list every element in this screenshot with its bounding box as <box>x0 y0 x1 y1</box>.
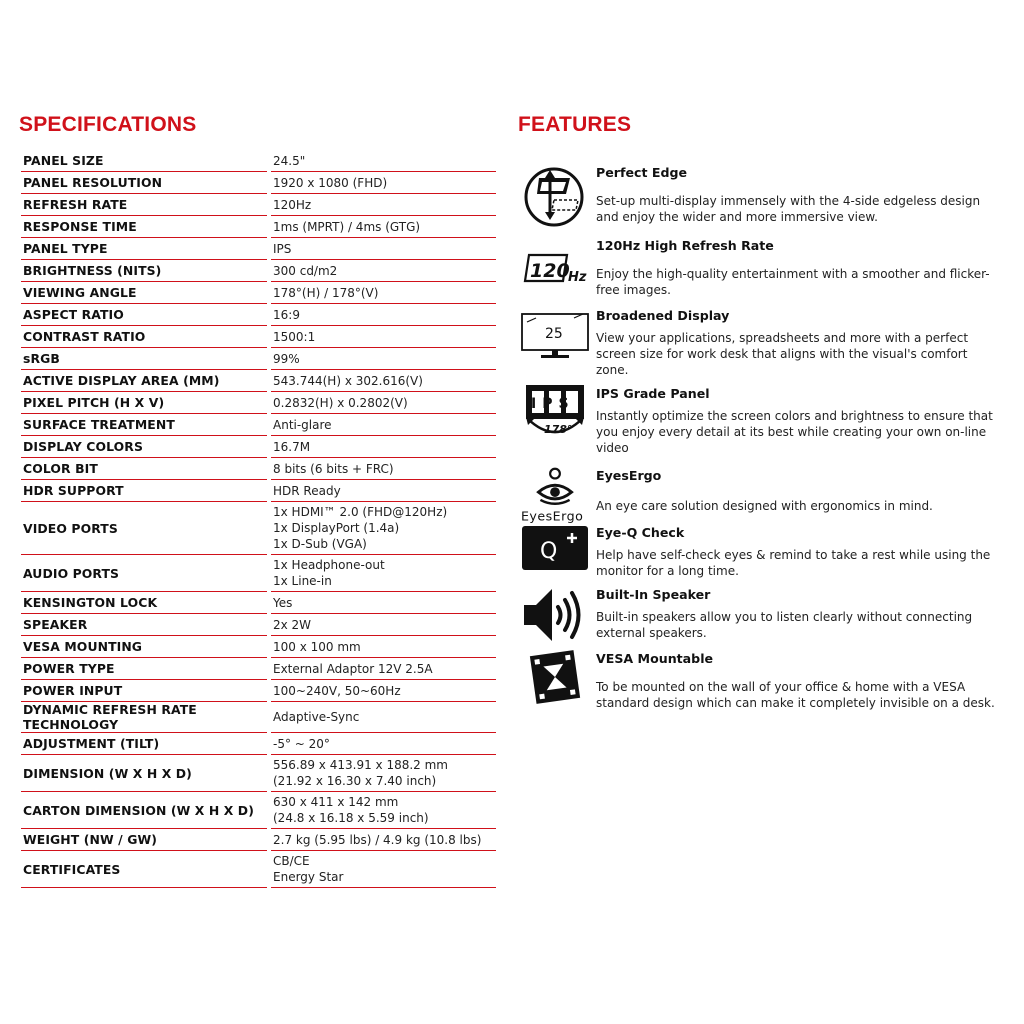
spec-label: CERTIFICATES <box>21 851 267 888</box>
spec-label: ASPECT RATIO <box>21 304 267 326</box>
monitor-size-icon-text: 25 <box>545 326 563 342</box>
spec-value <box>271 851 496 888</box>
feature-ips-panel <box>519 386 999 468</box>
spec-row <box>21 216 496 238</box>
spec-value <box>271 370 496 392</box>
refresh-rate-icon-text: 120 <box>530 260 570 282</box>
spec-row <box>21 658 496 680</box>
spec-label: ADJUSTMENT (TILT) <box>21 733 267 755</box>
spec-row <box>21 480 496 502</box>
spec-label: PANEL RESOLUTION <box>21 172 267 194</box>
spec-row <box>21 733 496 755</box>
feature-description: Help have self-check eyes & remind to take a rest while using the monitor for a long time. <box>596 548 991 578</box>
feature-title: Perfect Edge <box>596 165 688 180</box>
spec-value-line: 100~240V, 50~60Hz <box>273 683 401 698</box>
spec-label: SPEAKER <box>21 614 267 636</box>
refresh-rate-icon <box>519 240 591 300</box>
spec-value-line: 1x D-Sub (VGA) <box>273 537 367 551</box>
spec-row <box>21 592 496 614</box>
spec-row <box>21 260 496 282</box>
feature-title: Built-In Speaker <box>596 587 711 602</box>
spec-value <box>271 658 496 680</box>
spec-value <box>271 502 496 555</box>
specifications-heading: SPECIFICATIONS <box>19 113 197 136</box>
spec-row <box>21 172 496 194</box>
spec-value-line: Anti-glare <box>273 417 332 432</box>
spec-row <box>21 392 496 414</box>
vesa-mount-icon <box>519 647 591 707</box>
spec-label: HDR SUPPORT <box>21 480 267 502</box>
spec-row <box>21 436 496 458</box>
eye-q-icon-text: Q <box>540 539 558 564</box>
spec-label: PIXEL PITCH (H X V) <box>21 392 267 414</box>
spec-label: PANEL TYPE <box>21 238 267 260</box>
feature-description: To be mounted on the wall of your office & home with a VESA standard design which can make it completely invisible on a desk. <box>596 680 995 710</box>
features-heading: FEATURES <box>518 113 632 136</box>
spec-label: POWER TYPE <box>21 658 267 680</box>
spec-value <box>271 172 496 194</box>
feature-description: Instantly optimize the screen colors and brightness to ensure that you enjoy every detail at its best while creating your own on-line video <box>596 409 993 455</box>
spec-value <box>271 555 496 592</box>
spec-value <box>271 348 496 370</box>
feature-description: An eye care solution designed with ergonomics in mind. <box>596 499 933 513</box>
spec-value <box>271 326 496 348</box>
spec-label: POWER INPUT <box>21 680 267 702</box>
spec-label: BRIGHTNESS (NITS) <box>21 260 267 282</box>
spec-row <box>21 238 496 260</box>
spec-value-line: 100 x 100 mm <box>273 639 361 654</box>
spec-row <box>21 370 496 392</box>
spec-value <box>271 238 496 260</box>
spec-value-line: (21.92 x 16.30 x 7.40 inch) <box>273 774 437 788</box>
spec-row <box>21 792 496 829</box>
features-list <box>519 165 999 721</box>
feature-description: Set-up multi-display immensely with the 4-side edgeless design and enjoy the wider and more immersive view. <box>596 194 981 224</box>
spec-value-line: HDR Ready <box>273 483 341 498</box>
spec-value-line: 178°(H) / 178°(V) <box>273 285 379 300</box>
feature-description: Enjoy the high-quality entertainment with a smoother and flicker-free images. <box>596 267 990 297</box>
spec-label: DYNAMIC REFRESH RATE TECHNOLOGY <box>21 702 267 733</box>
spec-label: DIMENSION (W X H X D) <box>21 755 267 792</box>
spec-value-line: 1x DisplayPort (1.4a) <box>273 521 400 535</box>
feature-built-in-speaker <box>519 587 999 651</box>
monitor-size-icon <box>519 306 591 366</box>
spec-value <box>271 636 496 658</box>
feature-title: Eye-Q Check <box>596 525 685 540</box>
spec-value-line: Yes <box>273 595 293 610</box>
spec-value-line: 99% <box>273 351 300 366</box>
spec-row <box>21 194 496 216</box>
spec-value-line: (24.8 x 16.18 x 5.59 inch) <box>273 811 429 825</box>
perfect-edge-icon <box>519 167 591 227</box>
spec-value-line: 1x Headphone-out <box>273 558 385 572</box>
spec-row <box>21 304 496 326</box>
eye-q-check-icon <box>519 519 591 579</box>
spec-value <box>271 392 496 414</box>
spec-value-line: 630 x 411 x 142 mm <box>273 795 399 809</box>
spec-label: VIDEO PORTS <box>21 502 267 555</box>
spec-value <box>271 792 496 829</box>
spec-row <box>21 282 496 304</box>
spec-value-line: 2x 2W <box>273 617 312 632</box>
spec-value <box>271 260 496 282</box>
spec-value <box>271 755 496 792</box>
spec-value <box>271 614 496 636</box>
feature-eyesergo <box>519 468 999 525</box>
speaker-icon <box>519 585 591 645</box>
spec-row <box>21 348 496 370</box>
feature-description: View your applications, spreadsheets and more with a perfect screen size for work desk that aligns with the visual's comfort zone. <box>596 331 969 377</box>
spec-label: PANEL SIZE <box>21 150 267 172</box>
spec-label: SURFACE TREATMENT <box>21 414 267 436</box>
spec-label: ACTIVE DISPLAY AREA (MM) <box>21 370 267 392</box>
spec-value-line: 1ms (MPRT) / 4ms (GTG) <box>273 219 421 234</box>
spec-label: KENSINGTON LOCK <box>21 592 267 614</box>
spec-label: REFRESH RATE <box>21 194 267 216</box>
spec-value <box>271 150 496 172</box>
feature-title: Broadened Display <box>596 308 730 323</box>
spec-value-line: 16:9 <box>273 307 300 322</box>
spec-value <box>271 436 496 458</box>
spec-value <box>271 194 496 216</box>
spec-row <box>21 755 496 792</box>
spec-value-line: 0.2832(H) x 0.2802(V) <box>273 395 408 410</box>
spec-value-line: 1x Line-in <box>273 574 332 588</box>
spec-label: RESPONSE TIME <box>21 216 267 238</box>
spec-value-line: -5° ~ 20° <box>273 736 330 751</box>
spec-value-line: CB/CE <box>273 854 310 868</box>
spec-label: AUDIO PORTS <box>21 555 267 592</box>
spec-row <box>21 414 496 436</box>
spec-label: sRGB <box>21 348 267 370</box>
ips-panel-icon <box>519 384 591 444</box>
spec-value <box>271 680 496 702</box>
spec-value-line: IPS <box>273 241 292 256</box>
feature-refresh-rate <box>519 238 999 308</box>
spec-row <box>21 614 496 636</box>
refresh-rate-icon-unit: Hz <box>568 270 587 285</box>
spec-value-line: 1500:1 <box>273 329 316 344</box>
spec-value <box>271 304 496 326</box>
spec-value-line: Adaptive-Sync <box>273 710 360 724</box>
spec-label: WEIGHT (NW / GW) <box>21 829 267 851</box>
feature-perfect-edge <box>519 165 999 238</box>
feature-eye-q-check <box>519 525 999 587</box>
spec-value <box>271 733 496 755</box>
spec-label: VESA MOUNTING <box>21 636 267 658</box>
feature-title: 120Hz High Refresh Rate <box>596 238 774 253</box>
spec-value <box>271 282 496 304</box>
spec-value <box>271 829 496 851</box>
spec-label: VIEWING ANGLE <box>21 282 267 304</box>
spec-value <box>271 216 496 238</box>
spec-value-line: 556.89 x 413.91 x 188.2 mm <box>273 758 448 772</box>
spec-value <box>271 702 496 733</box>
feature-title: EyesErgo <box>596 468 662 483</box>
spec-value-line: 120Hz <box>273 197 312 212</box>
spec-row <box>21 829 496 851</box>
spec-value-line: 1920 x 1080 (FHD) <box>273 175 388 190</box>
spec-row <box>21 502 496 555</box>
eyesergo-icon <box>519 466 591 526</box>
ips-icon-angle: 178° <box>544 423 573 436</box>
ips-icon-text: IPS <box>531 396 575 412</box>
feature-title: VESA Mountable <box>596 651 714 666</box>
feature-title: IPS Grade Panel <box>596 386 710 401</box>
eyesergo-icon-text: EyesErgo <box>520 508 584 524</box>
spec-label: DISPLAY COLORS <box>21 436 267 458</box>
spec-value-line: 300 cd/m2 <box>273 263 338 278</box>
spec-value-line: 2.7 kg (5.95 lbs) / 4.9 kg (10.8 lbs) <box>273 832 482 847</box>
feature-vesa-mountable <box>519 651 999 721</box>
spec-row <box>21 702 496 733</box>
spec-value-line: 543.744(H) x 302.616(V) <box>273 373 423 388</box>
spec-value <box>271 414 496 436</box>
spec-row <box>21 636 496 658</box>
spec-row <box>21 458 496 480</box>
spec-value-line: Energy Star <box>273 870 344 884</box>
spec-value-line: 8 bits (6 bits + FRC) <box>273 461 394 476</box>
spec-row <box>21 150 496 172</box>
feature-broadened-display <box>519 308 999 386</box>
spec-value-line: 16.7M <box>273 439 311 454</box>
spec-value-line: 24.5" <box>273 153 306 168</box>
spec-row <box>21 851 496 888</box>
specifications-table <box>21 150 496 888</box>
spec-label: COLOR BIT <box>21 458 267 480</box>
spec-label: CONTRAST RATIO <box>21 326 267 348</box>
spec-value <box>271 592 496 614</box>
feature-description: Built-in speakers allow you to listen clearly without connecting external speakers. <box>596 610 973 640</box>
spec-row <box>21 326 496 348</box>
spec-value-line: External Adaptor 12V 2.5A <box>273 661 433 676</box>
spec-label: CARTON DIMENSION (W X H X D) <box>21 792 267 829</box>
spec-value <box>271 480 496 502</box>
spec-value-line: 1x HDMI™ 2.0 (FHD@120Hz) <box>273 505 448 519</box>
spec-value <box>271 458 496 480</box>
spec-row <box>21 680 496 702</box>
spec-row <box>21 555 496 592</box>
